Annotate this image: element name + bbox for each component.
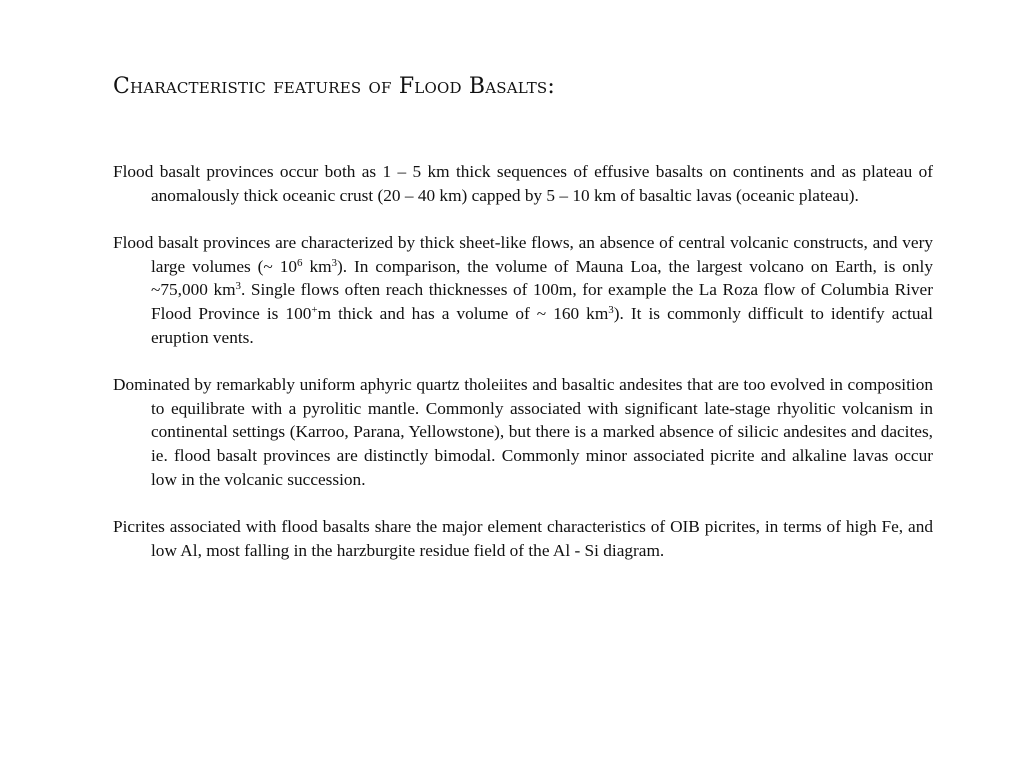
text-run: Flood basalt provinces occur both as 1 – 5 km thick sequences of effusive basalts on continents and as plateau of anomalously thick oceanic crust (20 – 40 km) capped by 5 – 10 km of basaltic lavas (oceanic plateau). xyxy=(113,162,933,205)
paragraph-flow-volumes xyxy=(113,231,933,349)
superscript: 3 xyxy=(235,280,242,293)
text-run: . Single flows often reach thicknesses of 100m, for example the La Roza flow of Columbia River Flood Province is 100 xyxy=(151,280,933,323)
text-run: ). In comparison, the volume of Mauna Loa, the largest volcano on Earth, is only ~75,000 km xyxy=(151,256,933,300)
superscript: 3 xyxy=(608,303,614,316)
paragraph-eruption-settings xyxy=(113,160,933,207)
text-run: m thick and has a volume of ~ 160 km xyxy=(317,303,609,323)
paragraph-composition xyxy=(113,373,933,491)
text-run: Picrites associated with flood basalts share the major element characteristics of OIB picrites, in terms of high Fe, and low Al, most falling in the harzburgite residue field of the Al - Si diagram. xyxy=(113,517,933,560)
text-run: km xyxy=(302,256,332,276)
paragraph-picrites xyxy=(113,515,933,562)
superscript: + xyxy=(311,303,318,316)
text-run: ). It is commonly difficult to identify actual eruption vents. xyxy=(151,303,933,347)
superscript: 3 xyxy=(331,256,338,269)
text-run: Dominated by remarkably uniform aphyric quartz tholeiites and basaltic andesites that are too evolved in composition to equilibrate with a pyrolitic mantle. Commonly associated with significant late-stage rhyolitic volcanism in continental settings (Karroo, Parana, Yellowstone), but there is a marked absence of silicic andesites and dacites, ie. flood basalt provinces are distinctly bimodal. Commonly minor associated picrite and alkaline lavas occur low in the volcanic succession. xyxy=(113,375,933,489)
text-run: Flood basalt provinces are characterized by thick sheet-like flows, an absence of central volcanic constructs, and very large volumes (~ 10 xyxy=(113,233,933,276)
superscript: 6 xyxy=(297,256,303,269)
slide-body xyxy=(113,160,933,586)
slide-title: Characteristic features of Flood Basalts: xyxy=(113,74,556,99)
